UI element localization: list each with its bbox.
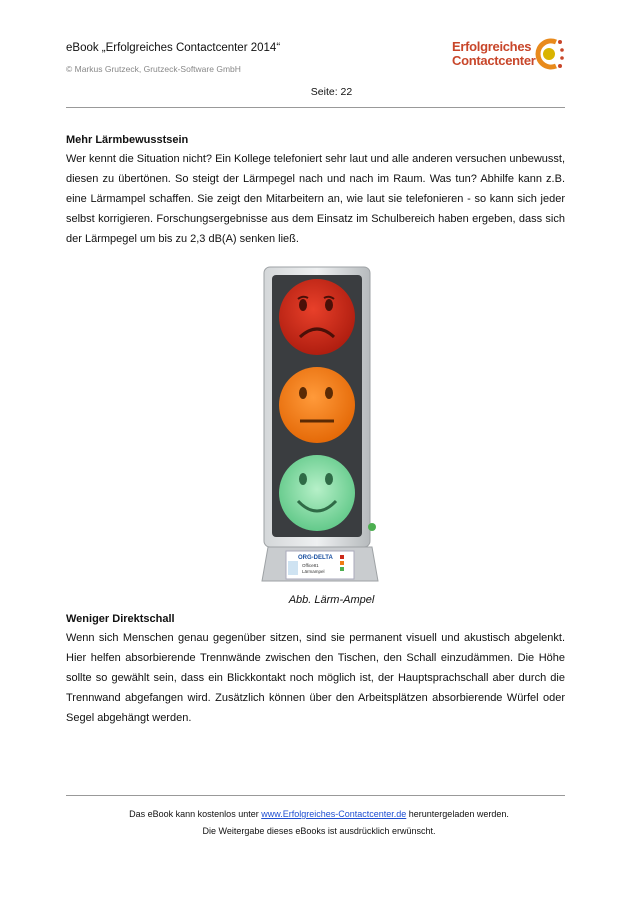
- logo: [452, 36, 562, 86]
- figure-product-2: Lärmampel: [302, 569, 325, 574]
- section-heading: Mehr Lärmbewusstsein: [66, 134, 189, 146]
- footer-text-after: heruntergeladen werden.: [406, 809, 509, 819]
- footer-divider: [66, 795, 565, 796]
- footer-line-2: Die Weitergabe dieses eBooks ist ausdrücklich erwünscht.: [202, 826, 436, 836]
- header-divider: [66, 107, 565, 108]
- logo-text: [452, 40, 536, 68]
- footer-text-before: Das eBook kann kostenlos unter: [129, 809, 262, 819]
- figure-product-1: Office81: [302, 563, 319, 568]
- figure-brand: ORG-DELTA: [298, 555, 333, 561]
- logo-mark-icon: [534, 36, 564, 72]
- header-copyright: © Markus Grutzeck, Grutzeck-Software GmbH: [66, 64, 241, 74]
- page-number: Seite: 22: [310, 86, 353, 98]
- footer-website-link[interactable]: www.Erfolgreiches-Contactcenter.de: [261, 809, 407, 819]
- section-heading: Weniger Direktschall: [66, 613, 175, 625]
- noise-traffic-light-image: [258, 265, 382, 583]
- section-paragraph: Wenn sich Menschen genau gegenüber sitzen, sind sie permanent visuell und akustisch abgelenkt. Hier helfen absorbierende Trennwände zwischen den Tischen, den Schall einzudämmen. Die Höhe sollte so gewählt sein, dass ein Blickkontakt noch möglich ist, der Hauptsprachschall aber durch die Trennwand abgefangen wird. Zusätzlich können über den Arbeitsplätzen absorbierende Würfel oder Segel abgehängt werden.: [66, 632, 565, 724]
- logo-line-1: Erfolgreiches: [452, 39, 532, 54]
- footer-line-1: [0, 809, 638, 819]
- section-paragraph: Wer kennt die Situation nicht? Ein Kollege telefoniert sehr laut und alle anderen versuchen unbewusst, diesen zu übertönen. So steigt der Lärmpegel nach und nach im Raum. Was tun? Abhilfe kann z.B. eine Lärmampel schaffen. Sie zeigt den Mitarbeitern an, wie laut sie telefonieren - so kann sich jeder selbst korrigieren. Forschungsergebnisse aus dem Einsatz im Schulbereich haben ergeben, dass sich der Lärmpegel um bis zu 2,3 dB(A) senken ließ.: [66, 153, 565, 245]
- header-title: eBook „Erfolgreiches Contactcenter 2014“: [66, 42, 281, 54]
- logo-line-2: Contactcenter: [452, 53, 536, 68]
- figure-caption: Abb. Lärm-Ampel: [288, 594, 375, 606]
